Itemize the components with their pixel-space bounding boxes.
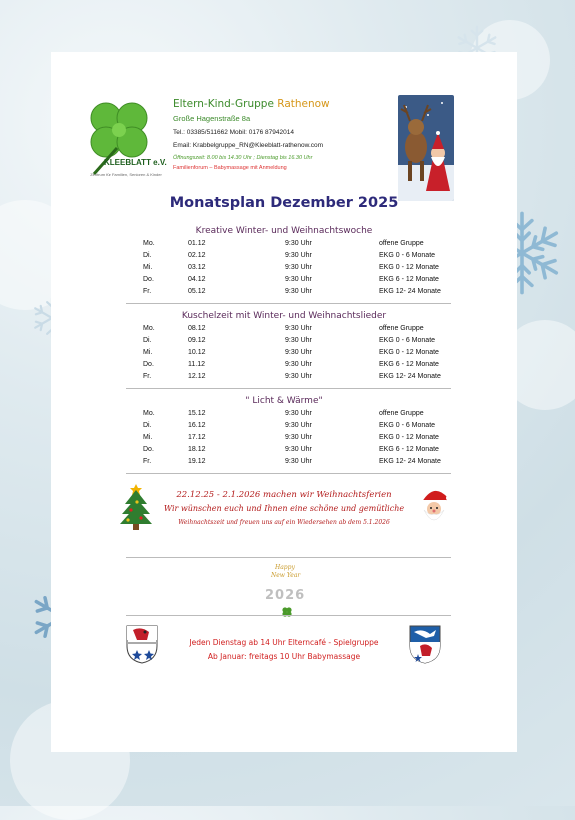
table-row: Mi. 03.12 9:30 Uhr EKG 0 - 12 Monate — [143, 264, 439, 271]
santa-reindeer-picture — [398, 95, 454, 201]
opening-hours: Öffnungszeit: 8.00 bis 14.30 Uhr ; Dienstag bis 16.30 Uhr — [173, 155, 313, 161]
clover-icon — [281, 606, 293, 618]
table-row: Do. 18.12 9:30 Uhr EKG 6 - 12 Monate — [143, 446, 439, 453]
new-year-greeting: Happy — [275, 564, 295, 571]
page-title: Monatsplan Dezember 2025 — [169, 195, 399, 211]
divider — [126, 615, 451, 616]
organization-name: Eltern-Kind-Gruppe Rathenow — [173, 98, 330, 110]
divider — [126, 473, 451, 474]
section-title: " Licht & Wärme" — [245, 396, 323, 406]
table-row: Do. 04.12 9:30 Uhr EKG 6 - 12 Monate — [143, 276, 439, 283]
table-row: Fr. 05.12 9:30 Uhr EKG 12- 24 Monate — [143, 288, 441, 295]
rathenow-crest-right-icon — [408, 624, 442, 664]
massage-note: Ab Januar: freitags 10 Uhr Babymassage — [207, 652, 361, 661]
divider — [126, 388, 451, 389]
table-row: Di. 09.12 9:30 Uhr EKG 0 - 6 Monate — [143, 337, 436, 344]
divider — [126, 557, 451, 558]
santa-icon — [416, 486, 454, 526]
holiday-dates: 22.12.25 - 2.1.2026 machen wir Weihnachtsferien — [176, 490, 392, 500]
family-forum-note: Familienforum – Babymassage mit Anmeldung — [173, 165, 287, 171]
logo-tagline: Zentrum für Familien, Senioren & Kinder — [90, 172, 162, 177]
table-row: Mo. 08.12 9:30 Uhr offene Gruppe — [143, 325, 424, 332]
divider — [126, 303, 451, 304]
table-row: Fr. 12.12 9:30 Uhr EKG 12- 24 Monate — [143, 373, 441, 380]
flyer-page — [51, 52, 517, 752]
new-year-number: 2026 — [265, 588, 306, 603]
new-year-greeting-2: New Year — [271, 572, 301, 579]
section-title: Kreative Winter- und Weihnachtswoche — [195, 226, 373, 236]
table-row: Fr. 19.12 9:30 Uhr EKG 12- 24 Monate — [143, 458, 441, 465]
table-row: Mo. 15.12 9:30 Uhr offene Gruppe — [143, 410, 424, 417]
table-row: Mi. 17.12 9:30 Uhr EKG 0 - 12 Monate — [143, 434, 439, 441]
organization-place: Rathenow — [277, 98, 330, 110]
cafe-note: Jeden Dienstag ab 14 Uhr Elterncafé - Spielgruppe — [189, 638, 379, 647]
holiday-wish: Wir wünschen euch und Ihnen eine schöne und gemütliche — [163, 504, 405, 513]
table-row: Di. 16.12 9:30 Uhr EKG 0 - 6 Monate — [143, 422, 436, 429]
section-title: Kuschelzeit mit Winter- und Weihnachtslieder — [181, 311, 387, 321]
table-row: Mi. 10.12 9:30 Uhr EKG 0 - 12 Monate — [143, 349, 439, 356]
logo-name: KLEEBLATT e.V. — [104, 158, 167, 167]
new-year-badge — [257, 562, 317, 612]
holiday-greeting: Weihnachtszeit und freuen uns auf ein Wiedersehen ab dem 5.1.2026 — [178, 519, 390, 526]
organization-email[interactable]: Email: Krabbelgruppe_RN@Kleeblatt-rathenow.com — [173, 142, 324, 149]
organization-info — [173, 98, 413, 171]
organization-street: Große Hagenstraße 8a — [173, 114, 251, 123]
table-row: Di. 02.12 9:30 Uhr EKG 0 - 6 Monate — [143, 252, 436, 259]
table-row: Do. 11.12 9:30 Uhr EKG 6 - 12 Monate — [143, 361, 439, 368]
table-row: Mo. 01.12 9:30 Uhr offene Gruppe — [143, 240, 424, 247]
organization-phone: Tel.: 03385/511662 Mobil: 0176 87942014 — [173, 129, 294, 136]
